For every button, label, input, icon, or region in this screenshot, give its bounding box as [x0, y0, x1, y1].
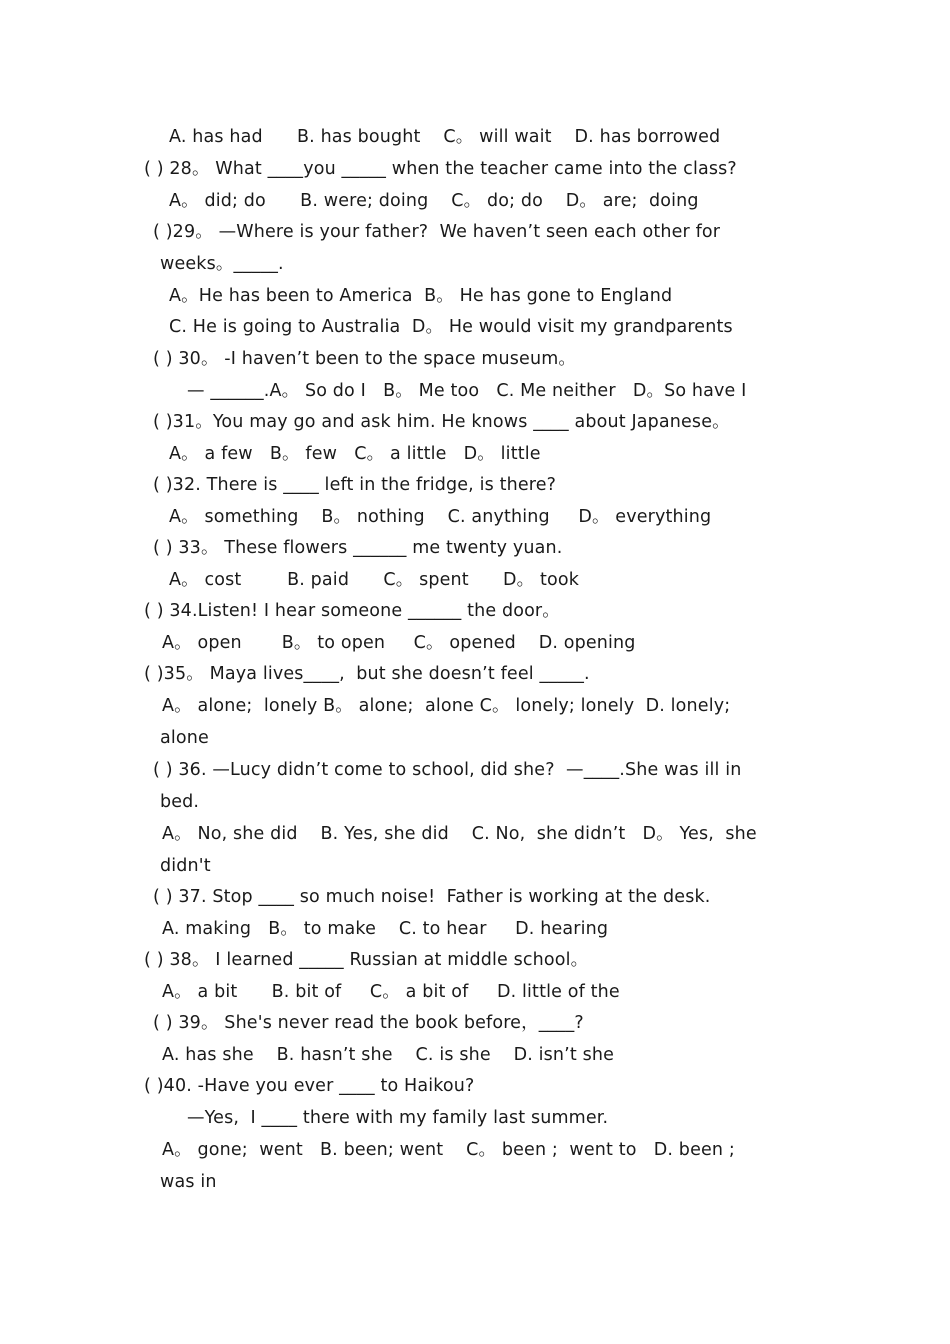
q35-options: A。 alone; lonely B。 alone; alone C。 lonely; lonely D. lonely; — [162, 696, 731, 716]
q39-options: A. has she B. hasn’t she C. is she D. isn’t she — [162, 1045, 615, 1065]
q27-options: A. has had B. has bought C。 will wait D. has borrowed — [169, 127, 721, 147]
q40-options: A。 gone; went B. been; went C。 been ; went to D. been ; — [162, 1140, 735, 1160]
q37-question: ( ) 37. Stop ____ so much noise! Father is working at the desk. — [153, 887, 711, 907]
q28-options: A。 did; do B. were; doing C。 do; do D。 are; doing — [169, 191, 699, 211]
q36-question: ( ) 36. —Lucy didn’t come to school, did she? —____.She was ill in — [153, 760, 742, 780]
q38-question: ( ) 38。 I learned _____ Russian at middle school。 — [144, 950, 589, 970]
q35-options-cont: alone — [160, 728, 209, 748]
q28-question: ( ) 28。 What ____you _____ when the teacher came into the class? — [144, 159, 737, 179]
q29-options-cd: C. He is going to Australia D。 He would visit my grandparents — [169, 317, 733, 337]
q38-options: A。 a bit B. bit of C。 a bit of D. little of the — [162, 982, 620, 1002]
q37-options: A. making B。 to make C. to hear D. hearing — [162, 919, 609, 939]
q32-question: ( )32. There is ____ left in the fridge, is there? — [153, 475, 557, 495]
q29-question: ( )29。 —Where is your father? We haven’t seen each other for — [153, 222, 721, 242]
q36-question-cont: bed. — [160, 792, 200, 812]
q29-question-cont: weeks。_____. — [160, 254, 284, 274]
q32-options: A。 something B。 nothing C. anything D。 everything — [169, 507, 712, 527]
q30-question: ( ) 30。 -I haven’t been to the space museum。 — [153, 349, 577, 369]
q40-dialogue: —Yes, I ____ there with my family last summer. — [187, 1108, 609, 1128]
q33-options: A。 cost B. paid C。 spent D。 took — [169, 570, 580, 590]
q36-options: A。 No, she did B. Yes, she did C. No, she didn’t D。 Yes, she — [162, 824, 757, 844]
q34-question: ( ) 34.Listen! I hear someone ______ the door。 — [144, 601, 560, 621]
q30-options: — ______.A。 So do I B。 Me too C. Me neither D。So have I — [187, 381, 747, 401]
q40-options-cont: was in — [160, 1172, 217, 1192]
q31-question: ( )31。You may go and ask him. He knows ____ about Japanese。 — [153, 412, 730, 432]
q31-options: A。 a few B。 few C。 a little D。 little — [169, 444, 541, 464]
q36-options-cont: didn't — [160, 856, 211, 876]
q40-question: ( )40. -Have you ever ____ to Haikou? — [144, 1076, 475, 1096]
q39-question: ( ) 39。 She's never read the book before，____? — [153, 1013, 584, 1033]
q35-question: ( )35。 Maya lives____, but she doesn’t feel _____. — [144, 664, 590, 684]
q29-options-ab: A。He has been to America B。 He has gone to England — [169, 286, 673, 306]
q34-options: A。 open B。 to open C。 opened D. opening — [162, 633, 636, 653]
q33-question: ( ) 33。 These flowers ______ me twenty yuan. — [153, 538, 563, 558]
